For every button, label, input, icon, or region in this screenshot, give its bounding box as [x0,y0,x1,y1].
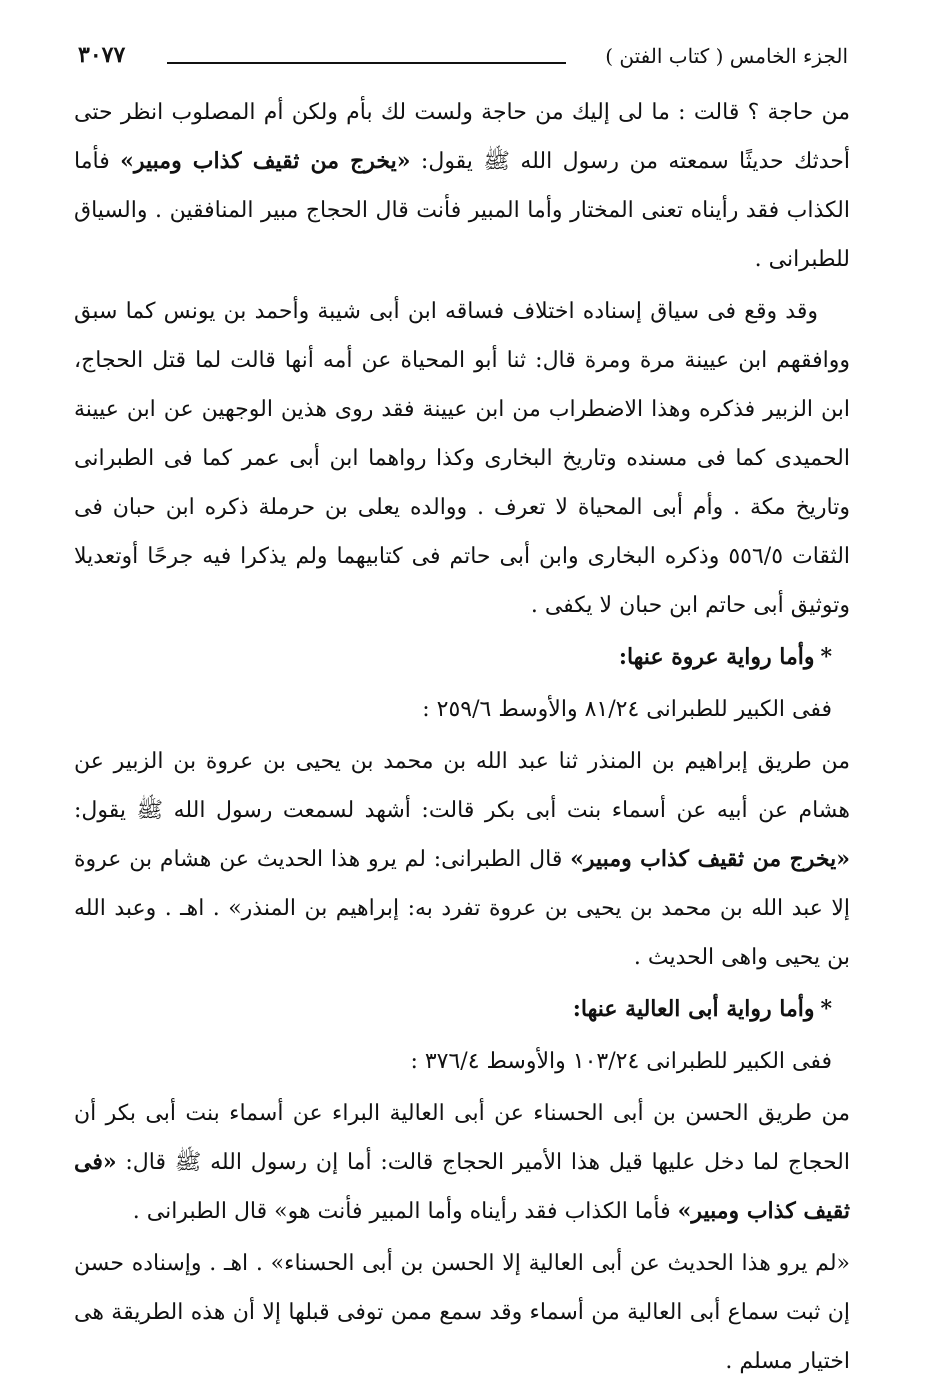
paragraph-1-text: من حاجة ؟ قالت : ما لى إليك من حاجة ولست لك بأم ولكن أم المصلوب انظر حتى أحدثك حديثًا سمعته من رسول الله ﷺ يقول: [74,100,850,174]
header-rule [167,62,566,64]
heading-text: وأما رواية أبى العالية عنها: [572,996,815,1022]
hadith-quote: «يخرج من ثقيف كذاب ومبير» [120,148,411,174]
section-heading-abu-aliya [74,985,850,1034]
hadith-quote: «فى ثقيف كذاب ومبير» [74,1149,850,1224]
paragraph-5: «لم يرو هذا الحديث عن أبى العالية إلا الحسن بن أبى الحسناء» . اهـ . وإسناده حسن إن ثبت سماع أبى العالية من أسماء وقد سمع ممن توفى قبلها إلا أن هذه الطريقة هى اختيار مسلم . [74,1251,850,1374]
paragraph-4-text: من طريق الحسن بن أبى الحسناء عن أبى العالية البراء عن أسماء بنت أبى بكر أن الحجاج لما دخل عليها قيل هذا الأمير الحجاج قالت: أما إن رسول الله ﷺ قال: [74,1101,850,1175]
page-number: ٣٠٧٧ [78,42,126,68]
heading-text: وأما رواية عروة عنها: [618,644,815,670]
paragraph-2: وقد وقع فى سياق إسناده اختلاف فساقه ابن أبى شيبة وأحمد بن يونس كما سبق ووافقهم ابن عيينة مرة ومرة قال: ثنا أبو المحياة عن أمه أنها قالت لما قتل الحجاج، ابن الزبير فذكره وهذا الاضطراب من ابن عيينة فقد روى هذين الوجهين عن ابن عيينة الحميدى كما فى مسنده وتاريخ البخارى وكذا رواهما ابن أبى عمر كما فى الطبرانى وتاريخ مكة . وأم أبى المحياة لا تعرف . ووالده يعلى بن حرملة ذكره ابن حبان فى الثقات ٥٥٦/٥ وذكره البخارى وابن أبى حاتم فى كتابيهما ولم يذكرا فيه جرحًا أوتعديلا وتوثيق أبى حاتم ابن حبان لا يكفى . [74,299,851,618]
body-text [74,88,850,1389]
asterisk-icon: * [820,644,832,670]
paragraph-3 [74,737,850,982]
hadith-quote: «يخرج من ثقيف كذاب ومبير» [570,846,850,872]
source-reference-2: ففى الكبير للطبرانى ١٠٣/٢٤ والأوسط ٣٧٦/٤ : [410,1049,832,1074]
page-header [72,38,848,84]
paragraph-1-rest: فأما الكذاب فقد رأيناه تعنى المختار وأما المبير فأنت قال الحجاج مبير المنافقين . والسياق للطبرانى . [74,149,850,272]
running-title: الجزء الخامس ( كتاب الفتن ) [605,44,848,68]
paragraph-3-rest: قال الطبرانى: لم يرو هذا الحديث عن هشام بن عروة إلا عبد الله بن محمد بن يحيى بن عروة تفرد به: إبراهيم بن المنذر» . اهـ . وعبد الله بن يحيى واهى الحديث . [74,847,850,970]
section-heading-urwa [74,633,850,682]
paragraph-4-rest: فأما الكذاب فقد رأيناه وأما المبير فأنت هو» قال الطبرانى . [132,1199,678,1224]
source-reference-1: ففى الكبير للطبرانى ٨١/٢٤ والأوسط ٢٥٩/٦ : [422,697,832,722]
paragraph-4 [74,1089,850,1236]
asterisk-icon: * [820,996,832,1022]
paragraph-3-text: من طريق إبراهيم بن المنذر ثنا عبد الله بن محمد بن يحيى بن عروة بن الزبير عن هشام عن أبيه عن أسماء بنت أبى بكر قالت: أشهد لسمعت رسول الله ﷺ يقول: [74,749,850,823]
paragraph-1 [74,88,850,284]
